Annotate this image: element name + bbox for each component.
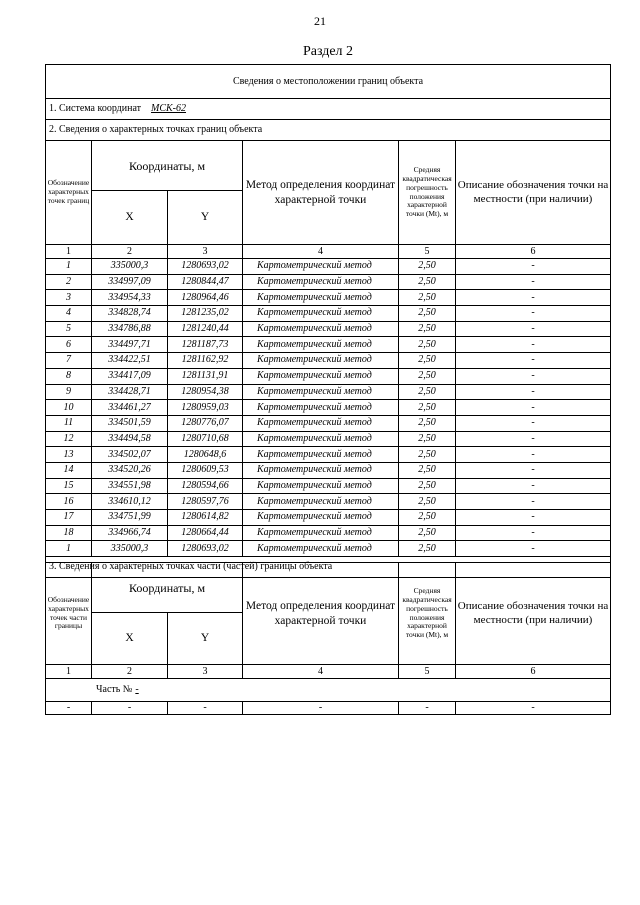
point-y: 1280693,02: [168, 259, 243, 275]
table-row: [46, 384, 611, 400]
header-method: Метод определения координат характерной точки: [243, 563, 399, 665]
part-cell: -: [456, 702, 611, 715]
point-description: -: [456, 478, 611, 494]
point-number: 9: [46, 384, 92, 400]
column-number-row: [46, 245, 611, 259]
table-row: [46, 525, 611, 541]
point-y: 1281235,02: [168, 306, 243, 322]
point-x: 334966,74: [92, 525, 168, 541]
point-rms: 2,50: [399, 259, 456, 275]
point-description: -: [456, 431, 611, 447]
table-row: [46, 494, 611, 510]
point-rms: 2,50: [399, 290, 456, 306]
point-x: 334501,59: [92, 415, 168, 431]
point-description: -: [456, 415, 611, 431]
part-cell: -: [243, 702, 399, 715]
table-row: [46, 337, 611, 353]
point-number: 1: [46, 541, 92, 557]
column-number: 5: [399, 245, 456, 259]
column-number: 3: [168, 665, 243, 679]
table-row: [46, 510, 611, 526]
point-x: 335000,3: [92, 541, 168, 557]
point-description: -: [456, 541, 611, 557]
header-y: Y: [168, 191, 243, 245]
points-body: [46, 259, 611, 557]
point-method: Картометрический метод: [243, 431, 399, 447]
point-rms: 2,50: [399, 462, 456, 478]
point-number: 3: [46, 290, 92, 306]
boundary-table: [45, 64, 611, 578]
point-y: 1280844,47: [168, 274, 243, 290]
point-rms: 2,50: [399, 384, 456, 400]
point-number: 5: [46, 321, 92, 337]
point-x: 334497,71: [92, 337, 168, 353]
point-y: 1281162,92: [168, 353, 243, 369]
point-y: 1280693,02: [168, 541, 243, 557]
point-number: 11: [46, 415, 92, 431]
point-rms: 2,50: [399, 541, 456, 557]
point-method: Картометрический метод: [243, 306, 399, 322]
point-method: Картометрический метод: [243, 447, 399, 463]
column-number: 3: [168, 245, 243, 259]
point-method: Картометрический метод: [243, 321, 399, 337]
point-number: 18: [46, 525, 92, 541]
point-rms: 2,50: [399, 510, 456, 526]
point-x: 334954,33: [92, 290, 168, 306]
table-row: [46, 447, 611, 463]
point-y: 1280597,76: [168, 494, 243, 510]
header-rms: Средняя квадратическая погрешность положения характерной точки (Mt), м: [399, 563, 456, 665]
point-number: 10: [46, 400, 92, 416]
point-y: 1281131,91: [168, 368, 243, 384]
point-number: 1: [46, 259, 92, 275]
point-x: 334828,74: [92, 306, 168, 322]
point-rms: 2,50: [399, 337, 456, 353]
point-description: -: [456, 368, 611, 384]
point-number: 13: [46, 447, 92, 463]
part-label-cell: [46, 679, 611, 702]
point-y: 1280648,6: [168, 447, 243, 463]
point-y: 1280954,38: [168, 384, 243, 400]
point-description: -: [456, 353, 611, 369]
point-number: 15: [46, 478, 92, 494]
part-data-row: [46, 702, 611, 715]
point-description: -: [456, 321, 611, 337]
point-y: 1280594,66: [168, 478, 243, 494]
header-description: Описание обозначения точки на местности (при наличии): [456, 141, 611, 245]
point-description: -: [456, 510, 611, 526]
part-section-title: 3. Сведения о характерных точках части (частей) границы объекта: [46, 557, 611, 578]
header-rms: Средняя квадратическая погрешность положения характерной точки (Mt), м: [399, 141, 456, 245]
header-x: X: [92, 613, 168, 665]
header-method: Метод определения координат характерной точки: [243, 141, 399, 245]
point-description: -: [456, 494, 611, 510]
point-number: 12: [46, 431, 92, 447]
point-x: 334422,51: [92, 353, 168, 369]
point-rms: 2,50: [399, 274, 456, 290]
point-rms: 2,50: [399, 447, 456, 463]
point-x: 334997,09: [92, 274, 168, 290]
points-section-title: 2. Сведения о характерных точках границ объекта: [46, 120, 611, 141]
point-rms: 2,50: [399, 431, 456, 447]
point-number: 16: [46, 494, 92, 510]
column-number: 1: [46, 665, 92, 679]
point-method: Картометрический метод: [243, 541, 399, 557]
point-method: Картометрический метод: [243, 337, 399, 353]
point-method: Картометрический метод: [243, 462, 399, 478]
point-description: -: [456, 306, 611, 322]
point-number: 8: [46, 368, 92, 384]
point-description: -: [456, 290, 611, 306]
header-designation: Обозначение характерных точек границ: [46, 141, 92, 245]
part-cell: -: [92, 702, 168, 715]
header-designation-part: Обозначение характерных точек части границы: [46, 563, 92, 665]
page-number: 21: [314, 14, 326, 28]
point-description: -: [456, 462, 611, 478]
point-method: Картометрический метод: [243, 274, 399, 290]
point-rms: 2,50: [399, 400, 456, 416]
point-y: 1280609,53: [168, 462, 243, 478]
point-x: 334610,12: [92, 494, 168, 510]
table-row: [46, 431, 611, 447]
part-cell: -: [46, 702, 92, 715]
point-rms: 2,50: [399, 306, 456, 322]
point-description: -: [456, 337, 611, 353]
column-number: 1: [46, 245, 92, 259]
coord-system-label: 1. Система координат: [49, 103, 142, 114]
point-y: 1280964,46: [168, 290, 243, 306]
point-y: 1281240,44: [168, 321, 243, 337]
table-row: [46, 478, 611, 494]
point-rms: 2,50: [399, 525, 456, 541]
table-title: Сведения о местоположении границ объекта: [46, 65, 611, 99]
point-rms: 2,50: [399, 494, 456, 510]
part-cell: -: [168, 702, 243, 715]
table-row: [46, 290, 611, 306]
point-x: 335000,3: [92, 259, 168, 275]
point-y: 1280664,44: [168, 525, 243, 541]
point-rms: 2,50: [399, 353, 456, 369]
point-description: -: [456, 274, 611, 290]
column-number: 5: [399, 665, 456, 679]
part-table: [45, 562, 611, 715]
table-row: [46, 259, 611, 275]
point-number: 17: [46, 510, 92, 526]
coord-system-row: [46, 99, 611, 120]
point-method: Картометрический метод: [243, 478, 399, 494]
column-number: 2: [92, 665, 168, 679]
point-x: 334461,27: [92, 400, 168, 416]
point-description: -: [456, 259, 611, 275]
point-x: 334786,88: [92, 321, 168, 337]
point-x: 334417,09: [92, 368, 168, 384]
point-rms: 2,50: [399, 368, 456, 384]
point-description: -: [456, 400, 611, 416]
column-number: 2: [92, 245, 168, 259]
column-number: 4: [243, 665, 399, 679]
table-row: [46, 368, 611, 384]
point-method: Картометрический метод: [243, 259, 399, 275]
point-rms: 2,50: [399, 415, 456, 431]
part-label: Часть №: [96, 684, 133, 695]
point-description: -: [456, 447, 611, 463]
point-x: 334428,71: [92, 384, 168, 400]
part-row: [46, 679, 611, 702]
header-description: Описание обозначения точки на местности (при наличии): [456, 563, 611, 665]
point-x: 334520,26: [92, 462, 168, 478]
table-row: [46, 306, 611, 322]
column-number: 6: [456, 245, 611, 259]
point-method: Картометрический метод: [243, 384, 399, 400]
point-number: 6: [46, 337, 92, 353]
header-coordinates: Координаты, м: [92, 141, 243, 191]
point-method: Картометрический метод: [243, 353, 399, 369]
point-method: Картометрический метод: [243, 510, 399, 526]
point-x: 334502,07: [92, 447, 168, 463]
point-method: Картометрический метод: [243, 290, 399, 306]
point-method: Картометрический метод: [243, 400, 399, 416]
point-y: 1280776,07: [168, 415, 243, 431]
section-title: Раздел 2: [302, 44, 354, 59]
point-x: 334494,58: [92, 431, 168, 447]
point-number: 7: [46, 353, 92, 369]
point-number: 2: [46, 274, 92, 290]
table-row: [46, 415, 611, 431]
table-row: [46, 353, 611, 369]
point-x: 334751,99: [92, 510, 168, 526]
header-y: Y: [168, 613, 243, 665]
table-row: [46, 400, 611, 416]
point-method: Картометрический метод: [243, 415, 399, 431]
point-description: -: [456, 384, 611, 400]
point-y: 1281187,73: [168, 337, 243, 353]
column-number: 6: [456, 665, 611, 679]
point-method: Картометрический метод: [243, 494, 399, 510]
coord-system-value: МСК-62: [151, 103, 187, 114]
part-number: -: [135, 684, 139, 695]
point-x: 334551,98: [92, 478, 168, 494]
table-row: [46, 321, 611, 337]
point-rms: 2,50: [399, 478, 456, 494]
point-y: 1280710,68: [168, 431, 243, 447]
column-number-row: [46, 665, 611, 679]
table-row: [46, 274, 611, 290]
point-method: Картометрический метод: [243, 368, 399, 384]
header-x: X: [92, 191, 168, 245]
point-y: 1280614,82: [168, 510, 243, 526]
table-row: [46, 462, 611, 478]
point-y: 1280959,03: [168, 400, 243, 416]
part-cell: -: [399, 702, 456, 715]
column-number: 4: [243, 245, 399, 259]
point-description: -: [456, 525, 611, 541]
point-number: 4: [46, 306, 92, 322]
table-row: [46, 541, 611, 557]
point-method: Картометрический метод: [243, 525, 399, 541]
point-rms: 2,50: [399, 321, 456, 337]
point-number: 14: [46, 462, 92, 478]
header-coordinates: Координаты, м: [92, 563, 243, 613]
